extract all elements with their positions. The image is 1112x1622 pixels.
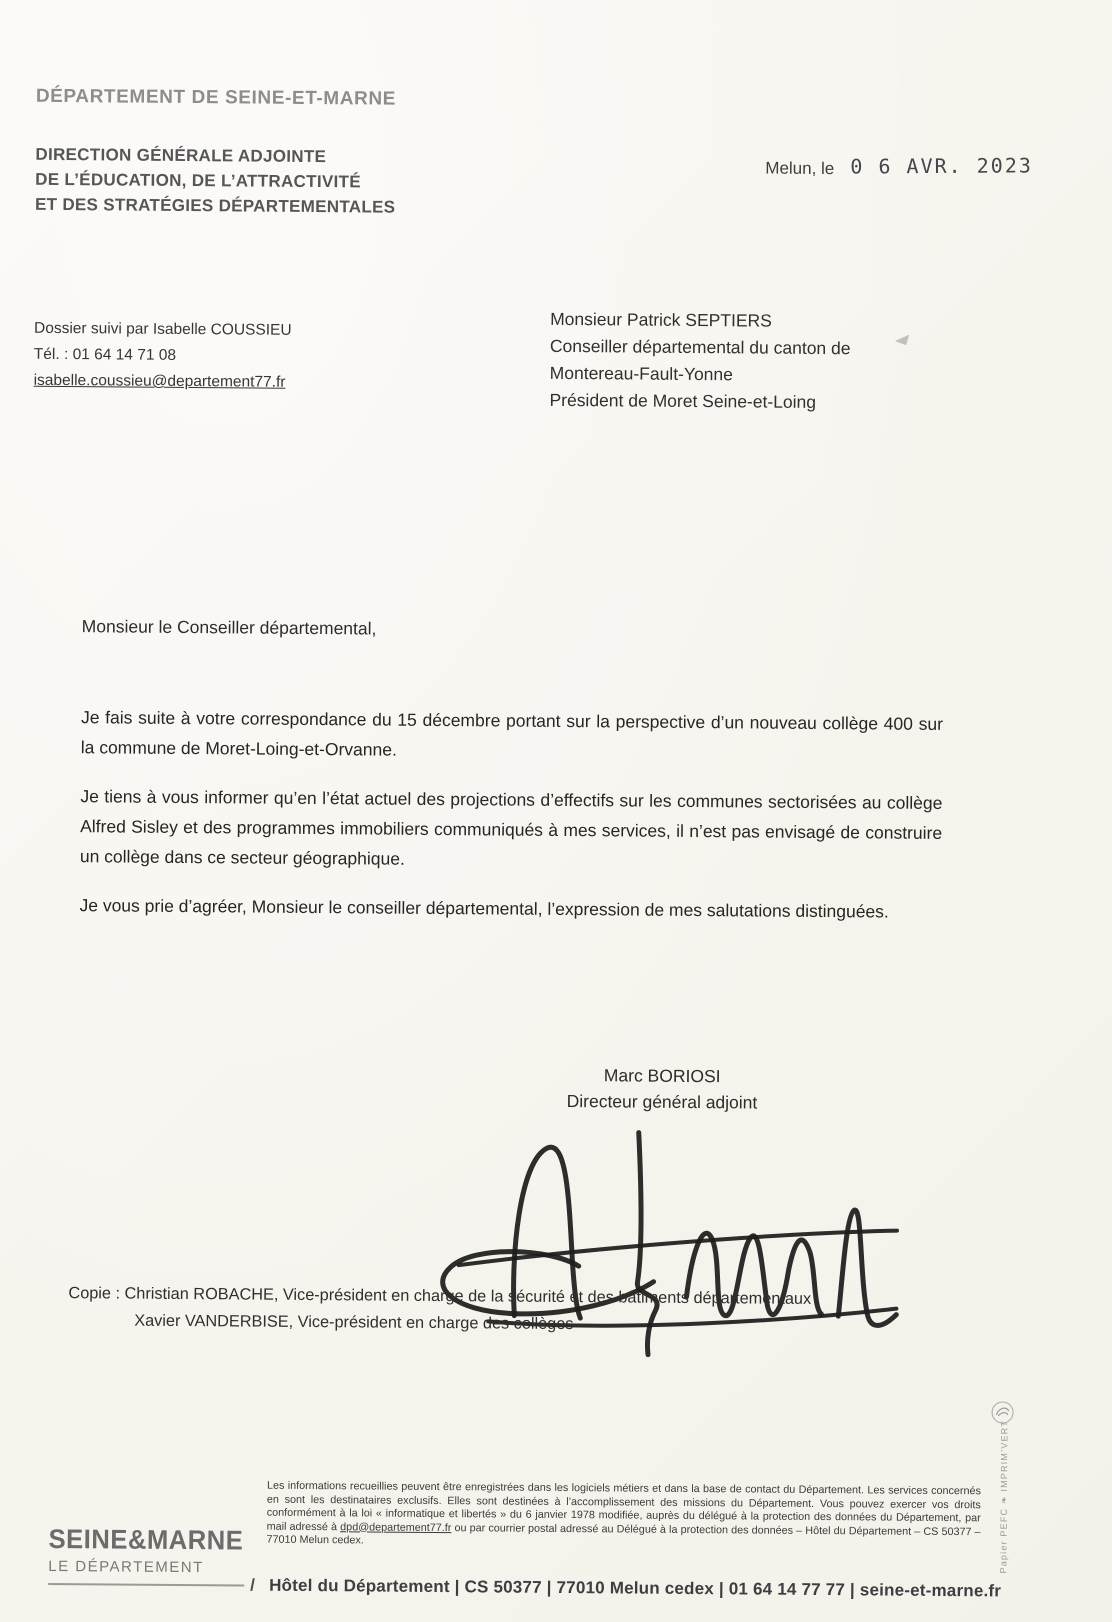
privacy-legal-notice bbox=[266, 1480, 981, 1553]
recipient-name: Monsieur Patrick SEPTIERS bbox=[550, 308, 772, 331]
eco-paper-label: Papier PEFC ❧ IMPRIM’VERT bbox=[998, 1420, 1010, 1574]
letterhead-department: DÉPARTEMENT DE SEINE-ET-MARNE bbox=[35, 85, 397, 110]
body-paragraph-2: Je tiens à vous informer qu’en l’état actuel des projections d’effectifs sur les communes sectorisées au collège Alfred Sisley et des programmes immobiliers communiqués à mes services, il n’est pas envisagé de construire un collège dans ce secteur géographique. bbox=[79, 786, 943, 869]
dpo-email: dpd@departement77.fr bbox=[340, 1520, 452, 1534]
contact-handler: Dossier suivi par Isabelle COUSSIEU bbox=[33, 319, 292, 339]
direction-line-3: ET DES STRATÉGIES DÉPARTEMENTALES bbox=[34, 194, 396, 217]
copy-line-2: Xavier VANDERBISE, Vice-président en charge des collèges bbox=[134, 1311, 574, 1334]
signatory-title: Directeur général adjoint bbox=[566, 1091, 758, 1113]
footer-slash-mark: / bbox=[250, 1575, 256, 1595]
logo-tagline: LE DÉPARTEMENT bbox=[48, 1557, 204, 1577]
handwritten-signature-icon bbox=[418, 1115, 902, 1387]
signatory-name: Marc BORIOSI bbox=[603, 1065, 721, 1087]
signatory-block bbox=[462, 1061, 862, 1116]
contact-email: isabelle.coussieu@departement77.fr bbox=[33, 371, 286, 391]
sender-contact-block bbox=[34, 316, 292, 396]
direction-line-1: DIRECTION GÉNÉRALE ADJOINTE bbox=[35, 144, 327, 167]
footer-address-line bbox=[250, 1576, 1001, 1602]
logo-wordmark: SEINE&MARNE bbox=[48, 1523, 244, 1556]
date-prefix: Melun, le bbox=[765, 158, 835, 179]
department-logo bbox=[48, 1524, 254, 1587]
copy-line-1: Copie : Christian ROBACHE, Vice-président en charge de la sécurité et des bâtiments départementaux bbox=[68, 1284, 812, 1308]
recipient-title-3: Président de Moret Seine-et-Loing bbox=[549, 389, 817, 412]
logo-underline bbox=[48, 1583, 244, 1587]
scan-artifact-mark bbox=[894, 335, 910, 347]
date-stamp: 0 6 AVR. 2023 bbox=[850, 153, 1033, 179]
recipient-title-2: Montereau-Fault-Yonne bbox=[549, 362, 734, 385]
salutation: Monsieur le Conseiller départemental, bbox=[81, 616, 377, 639]
legal-text-part1: Les informations recueillies peuvent être enregistrées dans les logiciels métiers et dans la base de contact du Département. Les services concernés en sont les destinataires exclusifs. Elles sont destinées à l’accomplissement des missions du Département. Vous pouvez exercer vos droits conformément à la loi « informatique et libertés » du 6 janvier 1978 modifiée, auprès du délégué à la protection des données du Département, par mail adressé à bbox=[266, 1479, 981, 1533]
recipient-title-1: Conseiller départemental du canton de bbox=[549, 335, 851, 359]
body-paragraph-1: Je fais suite à votre correspondance du 15 décembre portant sur la perspective d’un nouveau collège 400 sur la commune de Moret-Loing-et-Orvanne. bbox=[80, 707, 944, 760]
place-and-date bbox=[765, 155, 1033, 181]
footer-address-text: Hôtel du Département | CS 50377 | 77010 Melun cedex | 01 64 14 77 77 | seine-et-marne.fr bbox=[269, 1575, 1002, 1601]
recipient-block bbox=[549, 306, 850, 416]
letterhead-direction bbox=[35, 142, 496, 221]
legal-text-part2: ou par courrier postal adressé au Délégué à la protection des données – Hôtel du Département – CS 50377 – 77010 Melun cedex. bbox=[266, 1521, 981, 1547]
body-paragraph-3: Je vous prie d’agréer, Monsieur le conseiller départemental, l’expression de mes salutations distinguées. bbox=[79, 895, 889, 922]
letter-body bbox=[79, 702, 943, 946]
copy-recipients bbox=[68, 1280, 948, 1341]
direction-line-2: DE L’ÉDUCATION, DE L’ATTRACTIVITÉ bbox=[35, 169, 361, 192]
contact-phone: Tél. : 01 64 14 71 08 bbox=[33, 345, 177, 364]
